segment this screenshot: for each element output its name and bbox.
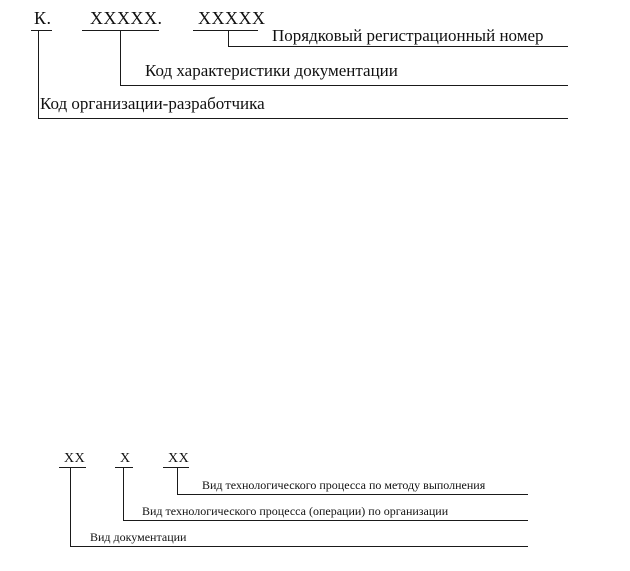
top-leader-3-horizontal bbox=[228, 46, 568, 47]
top-code-segment-2: ХХХХХ. bbox=[90, 8, 163, 28]
top-underline-3 bbox=[193, 30, 258, 31]
top-label-developer-organization: Код организации-разработчика bbox=[40, 94, 265, 113]
bottom-underline-3 bbox=[163, 467, 189, 468]
bottom-code-segment-1: ХХ bbox=[64, 451, 86, 466]
top-label-documentation-characteristic: Код характеристики документации bbox=[145, 61, 398, 80]
top-label-registration-number: Порядковый регистрационный номер bbox=[272, 26, 544, 45]
bottom-underline-1 bbox=[59, 467, 86, 468]
bottom-code-segment-3: ХХ bbox=[168, 451, 190, 466]
bottom-label-process-by-method: Вид технологического процесса по методу выполнения bbox=[202, 478, 486, 492]
bottom-leader-2-vertical bbox=[123, 467, 124, 520]
top-leader-2-vertical bbox=[120, 30, 121, 85]
bottom-leader-1-horizontal bbox=[70, 546, 528, 547]
bottom-leader-3-vertical bbox=[177, 467, 178, 494]
bottom-leader-1-vertical bbox=[70, 467, 71, 546]
bottom-code-segment-2: Х bbox=[120, 451, 131, 466]
bottom-leader-3-horizontal bbox=[177, 494, 528, 495]
bottom-label-documentation-type: Вид документации bbox=[90, 530, 187, 544]
bottom-leader-2-horizontal bbox=[123, 520, 528, 521]
top-code-segment-1: К. bbox=[34, 8, 52, 28]
top-code-segment-3: ХХХХХ bbox=[198, 8, 266, 28]
top-leader-1-vertical bbox=[38, 30, 39, 118]
top-underline-1 bbox=[31, 30, 52, 31]
top-leader-1-horizontal bbox=[38, 118, 568, 119]
top-leader-3-vertical bbox=[228, 30, 229, 46]
bottom-underline-2 bbox=[115, 467, 133, 468]
top-leader-2-horizontal bbox=[120, 85, 568, 86]
bottom-label-process-by-organization: Вид технологического процесса (операции) по организации bbox=[142, 504, 449, 518]
